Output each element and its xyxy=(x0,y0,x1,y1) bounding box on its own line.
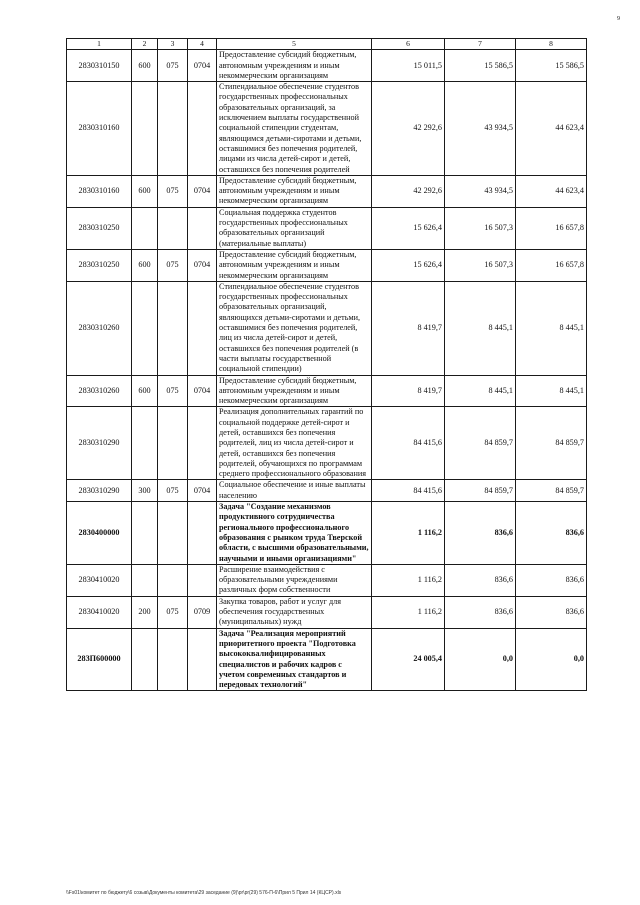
column-header: 2 xyxy=(132,39,158,50)
row-amount-year1: 8 419,7 xyxy=(372,375,445,407)
row-amount-year2: 836,6 xyxy=(445,502,516,565)
row-code: 2830310250 xyxy=(67,207,132,249)
column-header: 4 xyxy=(188,39,217,50)
row-code: 2830310250 xyxy=(67,249,132,281)
row-code: 2830310260 xyxy=(67,375,132,407)
row-code: 2830310290 xyxy=(67,407,132,480)
row-chapter xyxy=(158,628,188,691)
row-amount-year3: 16 657,8 xyxy=(516,249,587,281)
file-path-footer: \\Fs01\комитет по бюджету\6 созыв\Документы комитета\29 заседание (9)\pr\pr(29) 576-П-6\Прил 5 Прил 14 (КЦСР).xls xyxy=(66,890,342,896)
row-section xyxy=(188,564,217,596)
row-code: 2830310160 xyxy=(67,82,132,176)
row-description: Предоставление субсидий бюджетным, автономным учреждениям и иным некоммерческим организациям xyxy=(217,50,372,82)
row-code: 2830400000 xyxy=(67,502,132,565)
row-amount-year2: 0,0 xyxy=(445,628,516,691)
row-expense-type: 600 xyxy=(132,375,158,407)
row-expense-type xyxy=(132,628,158,691)
row-section: 0709 xyxy=(188,596,217,628)
row-amount-year1: 84 415,6 xyxy=(372,407,445,480)
table-row xyxy=(67,596,587,628)
row-amount-year1: 1 116,2 xyxy=(372,502,445,565)
row-section: 0704 xyxy=(188,249,217,281)
row-expense-type: 600 xyxy=(132,175,158,207)
row-amount-year2: 15 586,5 xyxy=(445,50,516,82)
column-header: 5 xyxy=(217,39,372,50)
row-amount-year2: 16 507,3 xyxy=(445,207,516,249)
table-row xyxy=(67,207,587,249)
row-description: Социальное обеспечение и иные выплаты населению xyxy=(217,480,372,502)
budget-table xyxy=(66,38,587,691)
row-code: 283П600000 xyxy=(67,628,132,691)
row-amount-year2: 43 934,5 xyxy=(445,175,516,207)
row-amount-year1: 15 626,4 xyxy=(372,207,445,249)
row-expense-type xyxy=(132,207,158,249)
row-amount-year3: 15 586,5 xyxy=(516,50,587,82)
row-amount-year3: 84 859,7 xyxy=(516,480,587,502)
row-amount-year3: 8 445,1 xyxy=(516,375,587,407)
table-row xyxy=(67,628,587,691)
row-expense-type xyxy=(132,407,158,480)
row-amount-year2: 43 934,5 xyxy=(445,82,516,176)
table-header-row xyxy=(67,39,587,50)
row-expense-type: 300 xyxy=(132,480,158,502)
row-amount-year1: 8 419,7 xyxy=(372,281,445,375)
page-number: 9 xyxy=(617,16,620,22)
row-amount-year3: 836,6 xyxy=(516,502,587,565)
row-amount-year1: 84 415,6 xyxy=(372,480,445,502)
column-header: 6 xyxy=(372,39,445,50)
row-section: 0704 xyxy=(188,480,217,502)
row-chapter: 075 xyxy=(158,50,188,82)
row-chapter xyxy=(158,502,188,565)
table-row xyxy=(67,281,587,375)
row-expense-type xyxy=(132,502,158,565)
row-description: Предоставление субсидий бюджетным, автономным учреждениям и иным некоммерческим организациям xyxy=(217,249,372,281)
row-description: Закупка товаров, работ и услуг для обеспечения государственных (муниципальных) нужд xyxy=(217,596,372,628)
row-amount-year3: 836,6 xyxy=(516,596,587,628)
row-expense-type xyxy=(132,82,158,176)
column-header: 8 xyxy=(516,39,587,50)
row-description: Расширение взаимодействия с образовательными учреждениями различных форм собственности xyxy=(217,564,372,596)
row-chapter: 075 xyxy=(158,175,188,207)
row-description: Задача "Создание механизмов продуктивного сотрудничества регионального профессионального образования с рынком труда Тверской области, с высшими образовательными, научными и иными организациями" xyxy=(217,502,372,565)
row-amount-year2: 84 859,7 xyxy=(445,407,516,480)
row-amount-year1: 42 292,6 xyxy=(372,175,445,207)
row-chapter xyxy=(158,407,188,480)
row-amount-year1: 15 011,5 xyxy=(372,50,445,82)
row-chapter xyxy=(158,207,188,249)
row-chapter: 075 xyxy=(158,249,188,281)
row-expense-type: 200 xyxy=(132,596,158,628)
table-row xyxy=(67,564,587,596)
row-section xyxy=(188,628,217,691)
row-description: Стипендиальное обеспечение студентов государственных профессиональных образовательных организаций, за исключением выплаты государственной социальной стипендии студентам, являющимся детьми-сиротами и детьми, оставшимися без попечения родителей, лицами из числа детей-сирот и детей, оставшихся без попечения родителей xyxy=(217,82,372,176)
row-code: 2830310260 xyxy=(67,281,132,375)
row-amount-year3: 16 657,8 xyxy=(516,207,587,249)
row-code: 2830410020 xyxy=(67,564,132,596)
row-section: 0704 xyxy=(188,375,217,407)
row-description: Предоставление субсидий бюджетным, автономным учреждениям и иным некоммерческим организациям xyxy=(217,375,372,407)
row-amount-year1: 1 116,2 xyxy=(372,596,445,628)
column-header: 1 xyxy=(67,39,132,50)
row-description: Задача "Реализация мероприятий приоритетного проекта "Подготовка высококвалифицированных специалистов и рабочих кадров с учетом современных стандартов и передовых технологий" xyxy=(217,628,372,691)
row-amount-year2: 836,6 xyxy=(445,596,516,628)
row-section xyxy=(188,281,217,375)
row-amount-year3: 836,6 xyxy=(516,564,587,596)
row-amount-year1: 1 116,2 xyxy=(372,564,445,596)
row-amount-year1: 15 626,4 xyxy=(372,249,445,281)
row-amount-year2: 16 507,3 xyxy=(445,249,516,281)
row-section xyxy=(188,207,217,249)
table-row xyxy=(67,249,587,281)
row-chapter xyxy=(158,564,188,596)
row-amount-year3: 0,0 xyxy=(516,628,587,691)
column-header: 3 xyxy=(158,39,188,50)
row-code: 2830310290 xyxy=(67,480,132,502)
row-amount-year3: 44 623,4 xyxy=(516,175,587,207)
row-expense-type xyxy=(132,564,158,596)
row-amount-year3: 84 859,7 xyxy=(516,407,587,480)
table-row xyxy=(67,375,587,407)
row-amount-year2: 84 859,7 xyxy=(445,480,516,502)
table-row xyxy=(67,50,587,82)
row-chapter: 075 xyxy=(158,480,188,502)
row-code: 2830310160 xyxy=(67,175,132,207)
row-expense-type: 600 xyxy=(132,50,158,82)
row-chapter xyxy=(158,281,188,375)
row-amount-year3: 8 445,1 xyxy=(516,281,587,375)
table-row xyxy=(67,175,587,207)
row-chapter: 075 xyxy=(158,596,188,628)
row-section: 0704 xyxy=(188,50,217,82)
row-section xyxy=(188,407,217,480)
row-section xyxy=(188,502,217,565)
row-amount-year2: 836,6 xyxy=(445,564,516,596)
row-description: Реализация дополнительных гарантий по социальной поддержке детей-сирот и детей, оставшихся без попечения родителей, лиц из числа детей-сирот и детей, оставшихся без попечения родителей, обучающихся по программам среднего профессионального образования xyxy=(217,407,372,480)
row-chapter: 075 xyxy=(158,375,188,407)
row-description: Социальная поддержка студентов государственных профессиональных образовательных организаций (материальные выплаты) xyxy=(217,207,372,249)
table-row xyxy=(67,407,587,480)
row-section xyxy=(188,82,217,176)
row-chapter xyxy=(158,82,188,176)
table-row xyxy=(67,82,587,176)
row-description: Стипендиальное обеспечение студентов государственных профессиональных образовательных организаций, являющихся детьми-сиротами и детьми, оставшимися без попечения родителей, лиц из числа детей-сирот и детей, оставшихся без попечения родителей (в части выплаты государственной социальной стипендии) xyxy=(217,281,372,375)
row-description: Предоставление субсидий бюджетным, автономным учреждениям и иным некоммерческим организациям xyxy=(217,175,372,207)
row-amount-year3: 44 623,4 xyxy=(516,82,587,176)
row-code: 2830310150 xyxy=(67,50,132,82)
column-header: 7 xyxy=(445,39,516,50)
table-row xyxy=(67,480,587,502)
row-amount-year2: 8 445,1 xyxy=(445,375,516,407)
row-expense-type xyxy=(132,281,158,375)
row-expense-type: 600 xyxy=(132,249,158,281)
row-amount-year1: 24 005,4 xyxy=(372,628,445,691)
row-section: 0704 xyxy=(188,175,217,207)
row-amount-year2: 8 445,1 xyxy=(445,281,516,375)
row-code: 2830410020 xyxy=(67,596,132,628)
table-row xyxy=(67,502,587,565)
row-amount-year1: 42 292,6 xyxy=(372,82,445,176)
